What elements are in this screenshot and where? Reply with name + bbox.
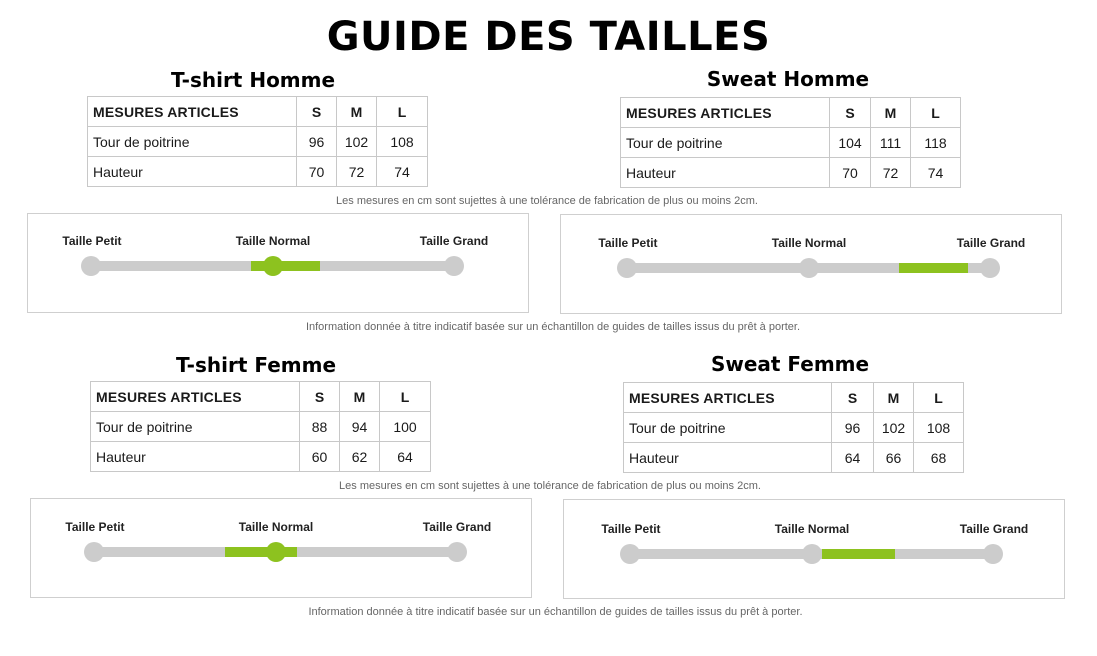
- section-title-sweat-homme: Sweat Homme: [706, 67, 870, 91]
- row-label: Hauteur: [624, 443, 832, 473]
- table-cell: 100: [380, 412, 431, 442]
- scale-label-petit: Taille Petit: [601, 522, 661, 536]
- fit-highlight: [225, 547, 298, 557]
- marker-petit: [84, 542, 104, 562]
- table-row: [91, 442, 431, 472]
- tolerance-note: Les mesures en cm sont sujettes à une tolérance de fabrication de plus ou moins 2cm.: [339, 480, 761, 492]
- scale-label-petit: Taille Petit: [62, 234, 122, 248]
- scale-label-normal: Taille Normal: [235, 234, 311, 248]
- table-cell: 108: [914, 413, 964, 443]
- marker-normal: [802, 544, 822, 564]
- scale-label-normal: Taille Normal: [771, 236, 847, 250]
- header-cell-size: L: [377, 97, 428, 127]
- row-label: Hauteur: [91, 442, 300, 472]
- table-cell: 88: [300, 412, 340, 442]
- table-header-row: [88, 97, 428, 127]
- size-table-sweat-homme: [620, 97, 961, 188]
- fit-scale-tshirt-homme: [27, 213, 529, 313]
- table-header-row: [91, 382, 431, 412]
- table-cell: 102: [874, 413, 914, 443]
- fit-track: [94, 547, 457, 557]
- page-title: GUIDE DES TAILLES: [326, 14, 771, 60]
- table-row: [621, 128, 961, 158]
- marker-normal: [799, 258, 819, 278]
- table-cell: 118: [911, 128, 961, 158]
- table-cell: 111: [871, 128, 911, 158]
- marker-grand: [447, 542, 467, 562]
- scale-label-petit: Taille Petit: [598, 236, 658, 250]
- header-cell-label: MESURES ARTICLES: [91, 382, 300, 412]
- size-table-tshirt-femme: [90, 381, 431, 472]
- header-cell-size: S: [297, 97, 337, 127]
- scale-label-normal: Taille Normal: [238, 520, 314, 534]
- fit-track: [627, 263, 990, 273]
- size-table-sweat-femme: [623, 382, 964, 473]
- row-label: Tour de poitrine: [88, 127, 297, 157]
- fit-highlight: [899, 263, 968, 273]
- fit-track: [630, 549, 993, 559]
- fit-scale-tshirt-femme: [30, 498, 532, 598]
- header-cell-size: M: [337, 97, 377, 127]
- row-label: Tour de poitrine: [91, 412, 300, 442]
- fit-scale-sweat-homme: [560, 214, 1062, 314]
- fit-track: [91, 261, 454, 271]
- scale-label-grand: Taille Grand: [959, 522, 1029, 536]
- scale-label-petit: Taille Petit: [65, 520, 125, 534]
- scale-label-grand: Taille Grand: [419, 234, 489, 248]
- fit-highlight: [251, 261, 320, 271]
- header-cell-size: M: [871, 98, 911, 128]
- header-cell-size: M: [874, 383, 914, 413]
- section-title-sweat-femme: Sweat Femme: [710, 352, 870, 376]
- tolerance-note: Les mesures en cm sont sujettes à une tolérance de fabrication de plus ou moins 2cm.: [336, 195, 758, 207]
- table-cell: 62: [340, 442, 380, 472]
- marker-grand: [980, 258, 1000, 278]
- table-cell: 96: [832, 413, 874, 443]
- header-cell-label: MESURES ARTICLES: [624, 383, 832, 413]
- marker-petit: [81, 256, 101, 276]
- table-cell: 108: [377, 127, 428, 157]
- marker-petit: [617, 258, 637, 278]
- table-cell: 96: [297, 127, 337, 157]
- header-cell-size: L: [380, 382, 431, 412]
- section-title-tshirt-femme: T-shirt Femme: [175, 353, 337, 377]
- header-cell-size: S: [830, 98, 871, 128]
- table-cell: 64: [832, 443, 874, 473]
- row-label: Hauteur: [621, 158, 830, 188]
- header-cell-size: S: [300, 382, 340, 412]
- table-header-row: [621, 98, 961, 128]
- table-row: [621, 158, 961, 188]
- marker-petit: [620, 544, 640, 564]
- header-cell-size: L: [911, 98, 961, 128]
- marker-normal: [266, 542, 286, 562]
- info-note: Information donnée à titre indicatif basée sur un échantillon de guides de tailles issus du prêt à porter.: [305, 321, 801, 333]
- table-cell: 66: [874, 443, 914, 473]
- header-cell-label: MESURES ARTICLES: [88, 97, 297, 127]
- marker-normal: [263, 256, 283, 276]
- table-row: [88, 157, 428, 187]
- fit-highlight: [822, 549, 895, 559]
- table-cell: 60: [300, 442, 340, 472]
- table-cell: 72: [871, 158, 911, 188]
- scale-label-normal: Taille Normal: [774, 522, 850, 536]
- table-cell: 104: [830, 128, 871, 158]
- table-cell: 68: [914, 443, 964, 473]
- table-cell: 72: [337, 157, 377, 187]
- row-label: Tour de poitrine: [621, 128, 830, 158]
- table-header-row: [624, 383, 964, 413]
- header-cell-size: S: [832, 383, 874, 413]
- marker-grand: [983, 544, 1003, 564]
- header-cell-size: M: [340, 382, 380, 412]
- table-cell: 94: [340, 412, 380, 442]
- table-row: [624, 413, 964, 443]
- size-table-tshirt-homme: [87, 96, 428, 187]
- table-row: [91, 412, 431, 442]
- scale-label-grand: Taille Grand: [956, 236, 1026, 250]
- header-cell-label: MESURES ARTICLES: [621, 98, 830, 128]
- table-cell: 102: [337, 127, 377, 157]
- table-cell: 74: [377, 157, 428, 187]
- row-label: Tour de poitrine: [624, 413, 832, 443]
- table-row: [624, 443, 964, 473]
- scale-label-grand: Taille Grand: [422, 520, 492, 534]
- table-cell: 70: [830, 158, 871, 188]
- table-cell: 74: [911, 158, 961, 188]
- fit-scale-sweat-femme: [563, 499, 1065, 599]
- row-label: Hauteur: [88, 157, 297, 187]
- section-title-tshirt-homme: T-shirt Homme: [170, 68, 336, 92]
- marker-grand: [444, 256, 464, 276]
- table-cell: 64: [380, 442, 431, 472]
- header-cell-size: L: [914, 383, 964, 413]
- table-cell: 70: [297, 157, 337, 187]
- table-row: [88, 127, 428, 157]
- info-note: Information donnée à titre indicatif basée sur un échantillon de guides de tailles issus du prêt à porter.: [308, 606, 803, 618]
